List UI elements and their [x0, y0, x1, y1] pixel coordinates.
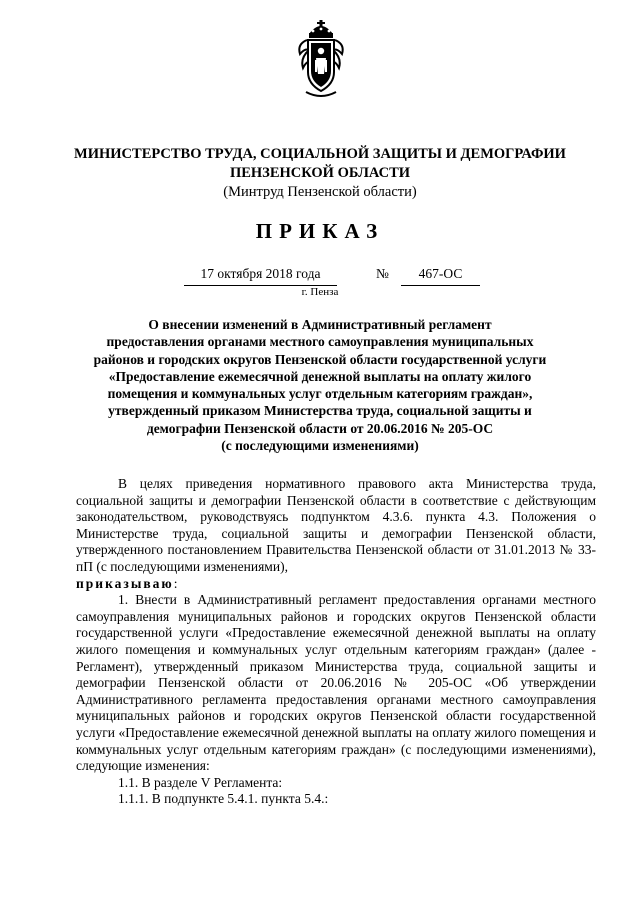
order-city: г. Пенза — [301, 286, 339, 298]
order-title: ПРИКАЗ — [255, 219, 385, 243]
order-number-sign: № — [376, 266, 389, 281]
order-word: приказываю — [76, 575, 174, 591]
order-word-line — [76, 576, 596, 593]
coat-of-arms-icon — [296, 20, 346, 98]
subject-line: предоставления органами местного самоуправления муниципальных — [106, 334, 534, 350]
clause-paragraph: 1.1. В разделе V Регламента: — [118, 774, 283, 790]
clause-paragraph: 1. Внести в Административный регламент предоставления органами местного самоуправления муниципальных районов и городских округов Пензенской области государственной услуги «Предоставление ежемесячной денежной выплаты на оплату жилого помещения и коммунальных услуг отдельным категориям граждан» (далее - Регламент), утвержденный приказом Министерства труда, социальной защиты и демографии Пензенской области от 20.06.2016 № 205-ОС «Об утверждении Административного регламента предоставления органами местного самоуправления муниципальных районов и городских округов Пензенской области государственной услуги «Предоставление ежемесячной денежной выплаты на оплату жилого помещения и коммунальных услуг отдельным категориям граждан» (с последующими изменениями), следующие изменения: — [76, 592, 596, 774]
ministry-name-line2: ПЕНЗЕНСКОЙ ОБЛАСТИ — [229, 165, 411, 181]
order-subject — [70, 316, 570, 454]
subject-line: О внесении изменений в Административный регламент — [148, 317, 492, 332]
clause-paragraph: 1.1.1. В подпункте 5.4.1. пункта 5.4.: — [118, 791, 329, 807]
ministry-short-name: (Минтруд Пензенской области) — [223, 184, 417, 200]
subject-line: районов и городских округов Пензенской области государственной услуги — [93, 351, 547, 367]
order-date: 17 октября 2018 года — [184, 265, 337, 286]
ministry-name-line1: МИНИСТЕРСТВО ТРУДА, СОЦИАЛЬНОЙ ЗАЩИТЫ И ДЕМОГРАФИИ — [74, 146, 566, 162]
ministry-header — [60, 145, 580, 202]
order-body — [76, 476, 596, 808]
subject-line: «Предоставление ежемесячной денежной выплаты на оплату жилого — [108, 368, 532, 384]
subject-line: утвержденный приказом Министерства труда, социальной защиты и — [108, 403, 532, 419]
order-word-colon: : — [173, 575, 178, 591]
order-number: 467-ОС — [401, 265, 480, 286]
preamble-paragraph: В целях приведения нормативного правового акта Министерства труда, социальной защиты и демографии Пензенской области в соответствие с действующим законодательством, руководствуясь подпунктом 4.3.6. пункта 4.3. Положения о Министерстве труда, социальной защиты и демографии Пензенской области, утвержденного постановлением Правительства Пензенской области от 31.01.2013 № 33-пП (с последующими изменениями), — [76, 476, 596, 574]
subject-line: (с последующими изменениями) — [221, 438, 419, 454]
subject-line: помещения и коммунальных услуг отдельным категориям граждан», — [107, 386, 533, 402]
subject-line: демографии Пензенской области от 20.06.2016 № 205-ОС — [146, 420, 494, 436]
